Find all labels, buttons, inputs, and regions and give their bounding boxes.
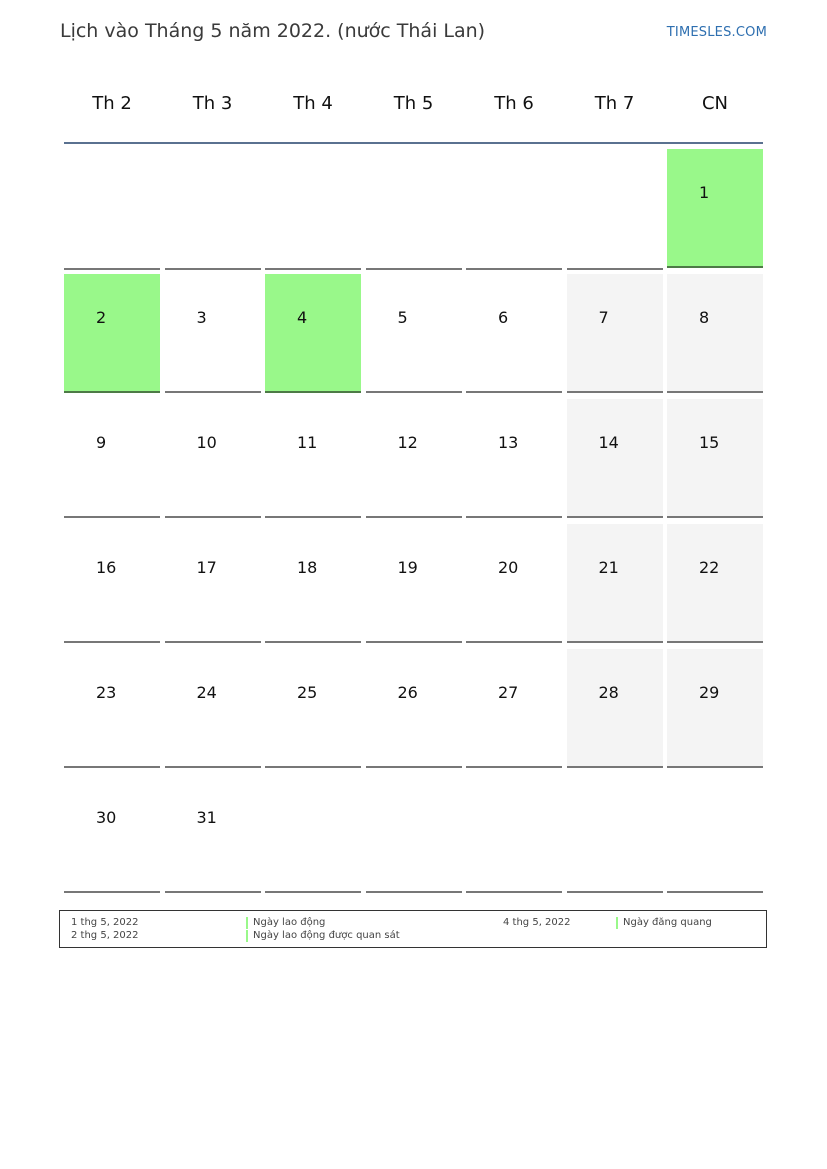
day-number: 4 <box>297 308 308 327</box>
day-number: 22 <box>699 558 720 577</box>
empty-day-cell <box>466 149 562 270</box>
legend-date: 1 thg 5, 2022 <box>71 917 139 928</box>
empty-day-cell <box>366 149 462 270</box>
legend-holiday-label: Ngày đăng quang <box>623 917 712 928</box>
empty-day-cell <box>366 774 462 893</box>
day-cell[interactable] <box>567 274 663 393</box>
day-number: 30 <box>96 808 117 827</box>
day-cell[interactable] <box>567 399 663 518</box>
weekday-label: Th 3 <box>192 93 233 114</box>
day-cell[interactable] <box>165 774 261 893</box>
day-cell[interactable] <box>466 649 562 768</box>
day-cell[interactable] <box>64 399 160 518</box>
empty-day-cell <box>265 774 361 893</box>
day-number: 14 <box>598 433 619 452</box>
empty-day-cell <box>64 149 160 270</box>
day-number: 10 <box>196 433 217 452</box>
day-number: 3 <box>196 308 207 327</box>
day-number: 8 <box>699 308 710 327</box>
day-cell[interactable] <box>567 524 663 643</box>
legend-date: 2 thg 5, 2022 <box>71 930 139 941</box>
empty-day-cell <box>466 774 562 893</box>
day-number: 19 <box>397 558 418 577</box>
day-cell[interactable] <box>64 274 160 393</box>
day-number: 13 <box>498 433 519 452</box>
legend-holiday-label: Ngày lao động được quan sát <box>253 930 400 941</box>
legend-holiday-name <box>246 930 400 941</box>
day-number: 29 <box>699 683 720 702</box>
day-number: 16 <box>96 558 117 577</box>
day-cell[interactable] <box>366 274 462 393</box>
empty-day-cell <box>667 774 763 893</box>
day-cell[interactable] <box>667 274 763 393</box>
day-cell[interactable] <box>466 399 562 518</box>
day-number: 31 <box>196 808 217 827</box>
weekday-header <box>64 80 763 142</box>
day-number: 27 <box>498 683 519 702</box>
day-number: 28 <box>598 683 619 702</box>
day-number: 21 <box>598 558 619 577</box>
header-divider <box>64 142 763 144</box>
day-cell[interactable] <box>667 399 763 518</box>
weekday-label: Th 5 <box>393 93 434 114</box>
day-number: 6 <box>498 308 509 327</box>
day-cell[interactable] <box>265 399 361 518</box>
day-cell[interactable] <box>667 524 763 643</box>
empty-day-cell <box>165 149 261 270</box>
day-number: 9 <box>96 433 107 452</box>
weekday-label: Th 4 <box>293 93 333 114</box>
holiday-legend <box>59 910 767 948</box>
day-cell[interactable] <box>64 774 160 893</box>
day-number: 25 <box>297 683 318 702</box>
legend-holiday-name <box>246 917 325 928</box>
day-cell[interactable] <box>366 649 462 768</box>
day-cell[interactable] <box>64 649 160 768</box>
legend-date: 4 thg 5, 2022 <box>503 917 571 928</box>
day-number: 5 <box>397 308 408 327</box>
day-number: 26 <box>397 683 418 702</box>
day-cell[interactable] <box>667 649 763 768</box>
weekday-label: Th 6 <box>494 93 534 114</box>
weekday-label: CN <box>701 93 729 114</box>
weekday-label: Th 7 <box>594 93 635 114</box>
day-number: 23 <box>96 683 117 702</box>
day-number: 12 <box>397 433 418 452</box>
empty-day-cell <box>265 149 361 270</box>
empty-day-cell <box>567 774 663 893</box>
day-number: 15 <box>699 433 720 452</box>
day-number: 18 <box>297 558 318 577</box>
day-cell[interactable] <box>165 649 261 768</box>
day-cell[interactable] <box>265 649 361 768</box>
day-number: 17 <box>196 558 217 577</box>
day-number: 7 <box>598 308 609 327</box>
day-number: 2 <box>96 308 107 327</box>
day-number: 11 <box>297 433 318 452</box>
day-cell[interactable] <box>265 524 361 643</box>
day-cell[interactable] <box>366 524 462 643</box>
day-cell[interactable] <box>466 524 562 643</box>
legend-holiday-label: Ngày lao động <box>253 917 326 928</box>
holiday-color-marker <box>246 917 248 929</box>
day-cell[interactable] <box>165 399 261 518</box>
day-cell[interactable] <box>466 274 562 393</box>
day-number: 20 <box>498 558 519 577</box>
day-number: 24 <box>196 683 217 702</box>
day-cell[interactable] <box>64 524 160 643</box>
day-cell[interactable] <box>165 274 261 393</box>
day-cell[interactable] <box>567 649 663 768</box>
weekday-label: Th 2 <box>92 93 132 114</box>
day-number: 1 <box>699 183 710 202</box>
holiday-color-marker <box>616 917 618 929</box>
brand-link[interactable]: TIMESLES.COM <box>666 25 767 40</box>
day-cell[interactable] <box>667 149 763 268</box>
holiday-color-marker <box>246 930 248 942</box>
calendar-title: Lịch vào Tháng 5 năm 2022. (nước Thái Lan) <box>60 20 486 42</box>
legend-holiday-name <box>616 917 712 928</box>
day-cell[interactable] <box>366 399 462 518</box>
day-cell[interactable] <box>165 524 261 643</box>
day-cell[interactable] <box>265 274 361 393</box>
empty-day-cell <box>567 149 663 270</box>
